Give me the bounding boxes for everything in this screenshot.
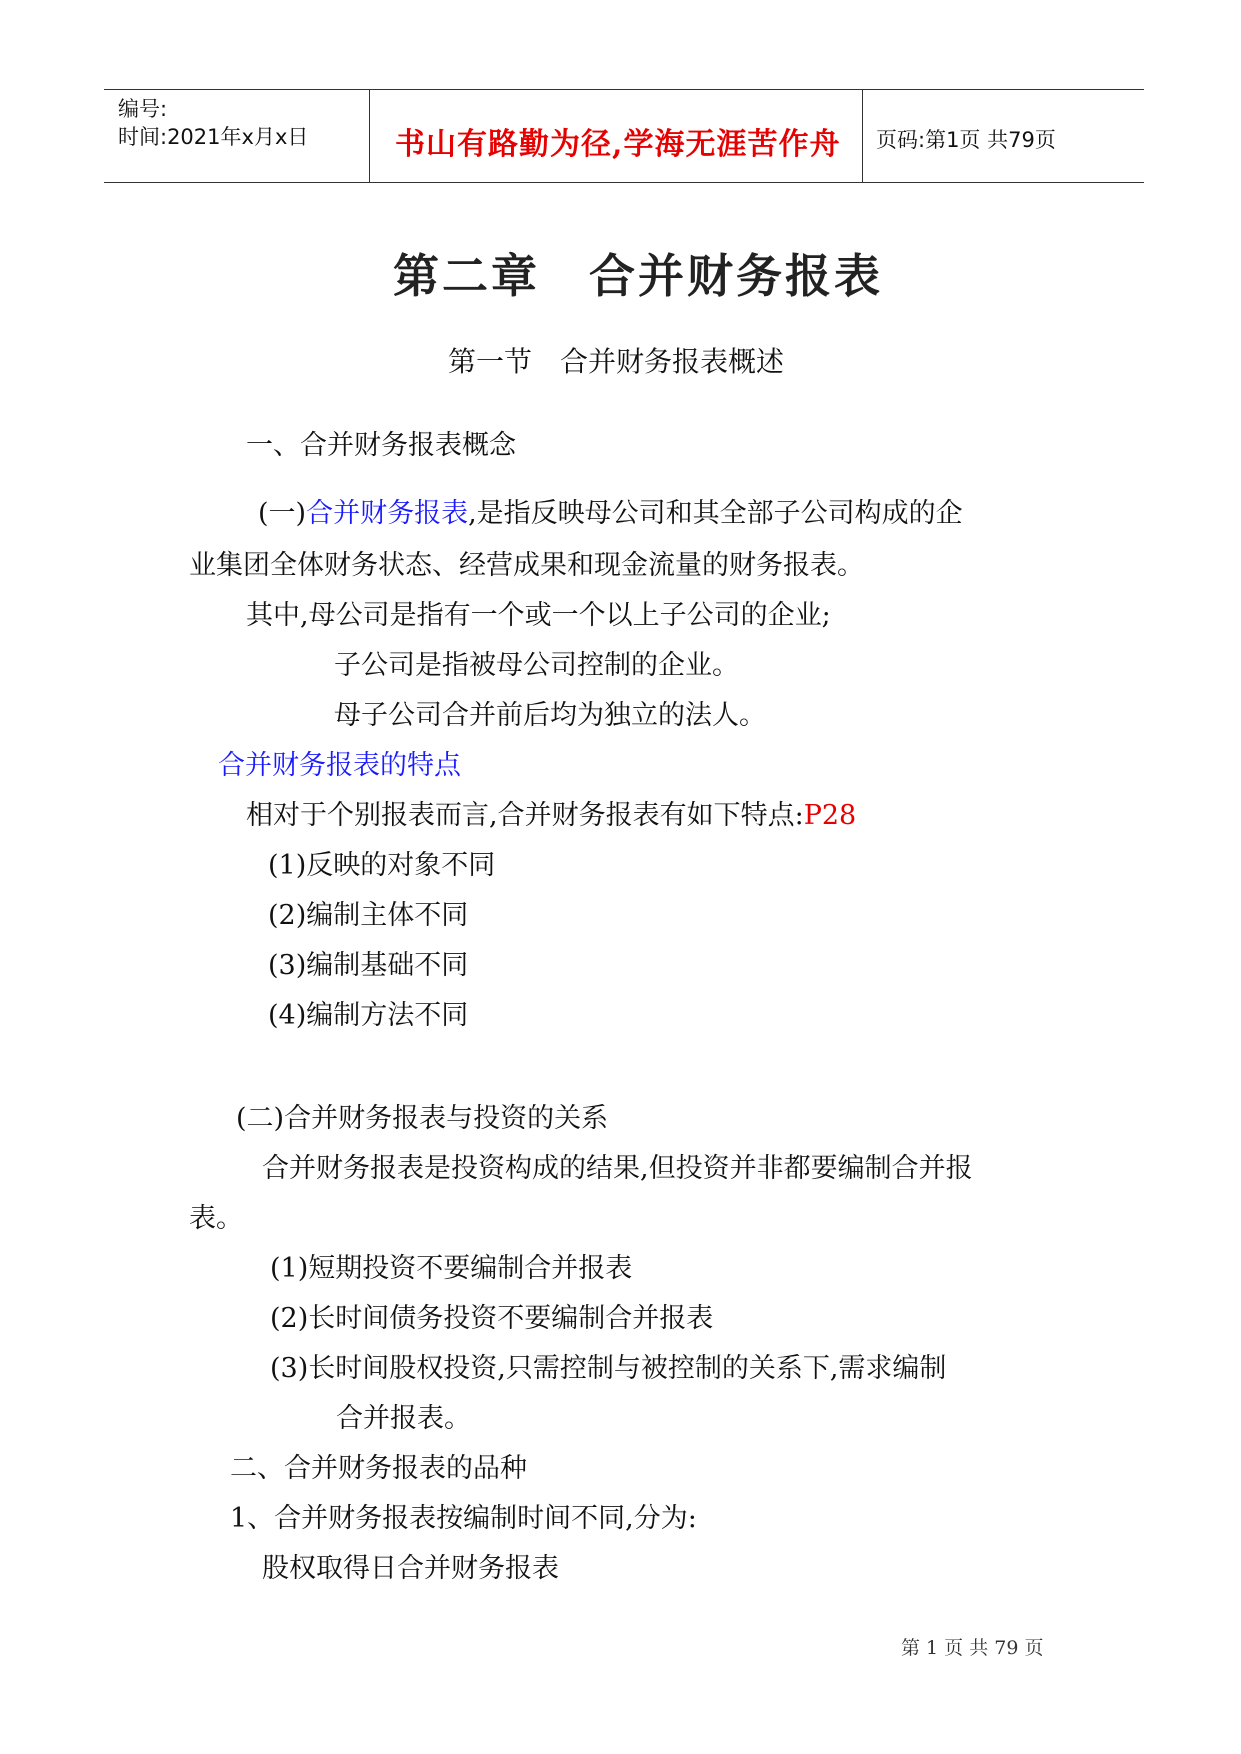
term-highlight: 合并财务报表 xyxy=(306,498,469,529)
definition-parent: 其中,母公司是指有一个或一个以上子公司的企业; xyxy=(246,600,831,631)
definition-paragraph-line1 xyxy=(258,491,963,530)
features-intro: 相对于个别报表而言,合并财务报表有如下特点: xyxy=(246,800,804,831)
feature-item-1: (1)反映的对象不同 xyxy=(268,850,496,881)
header-top-rule xyxy=(104,89,1144,90)
header-page-info: 页码:第1页 共79页 xyxy=(876,128,1056,152)
heading-investment-relation: (二)合并财务报表与投资的关系 xyxy=(236,1103,609,1134)
definition-subsidiary: 子公司是指被母公司控制的企业。 xyxy=(334,650,739,681)
header-divider-right xyxy=(862,90,863,183)
definition-legal-entity: 母子公司合并前后均为独立的法人。 xyxy=(334,700,766,731)
page-footer: 第 1 页 共 79 页 xyxy=(901,1637,1044,1659)
features-heading: 合并财务报表的特点 xyxy=(218,750,461,781)
feature-item-3: (3)编制基础不同 xyxy=(268,950,469,981)
feature-item-2: (2)编制主体不同 xyxy=(268,900,469,931)
heading-concept: 一、合并财务报表概念 xyxy=(246,430,516,461)
investment-paragraph-line1: 合并财务报表是投资构成的结果,但投资并非都要编制合并报 xyxy=(262,1153,973,1184)
page-reference: P28 xyxy=(803,800,857,831)
header-motto: 书山有路勤为径,学海无涯苦作舟 xyxy=(395,127,841,162)
investment-item-2: (2)长时间债务投资不要编制合并报表 xyxy=(270,1303,714,1334)
feature-item-4: (4)编制方法不同 xyxy=(268,1000,469,1031)
paragraph-prefix: (一) xyxy=(258,498,307,529)
investment-item-1: (1)短期投资不要编制合并报表 xyxy=(270,1253,633,1284)
heading-types: 二、合并财务报表的品种 xyxy=(230,1453,527,1484)
features-intro-line xyxy=(246,793,856,832)
definition-paragraph-line2: 业集团全体财务状态、经营成果和现金流量的财务报表。 xyxy=(189,550,864,581)
header-time-label: 时间:2021年x月x日 xyxy=(118,125,309,149)
header-divider-left xyxy=(369,90,370,183)
investment-item-3: (3)长时间股权投资,只需控制与被控制的关系下,需求编制 xyxy=(270,1353,947,1384)
types-item-1: 1、合并财务报表按编制时间不同,分为: xyxy=(230,1503,697,1534)
investment-item-3-cont: 合并报表。 xyxy=(336,1403,471,1434)
header-number-label: 编号: xyxy=(118,97,168,121)
section-title: 第一节 合并财务报表概述 xyxy=(448,345,785,378)
types-item-1-sub: 股权取得日合并财务报表 xyxy=(262,1553,559,1584)
chapter-title: 第二章 合并财务报表 xyxy=(393,249,883,303)
paragraph-rest: ,是指反映母公司和其全部子公司构成的企 xyxy=(468,498,963,529)
header-bottom-rule xyxy=(104,182,1144,183)
investment-paragraph-line2: 表。 xyxy=(189,1203,243,1234)
